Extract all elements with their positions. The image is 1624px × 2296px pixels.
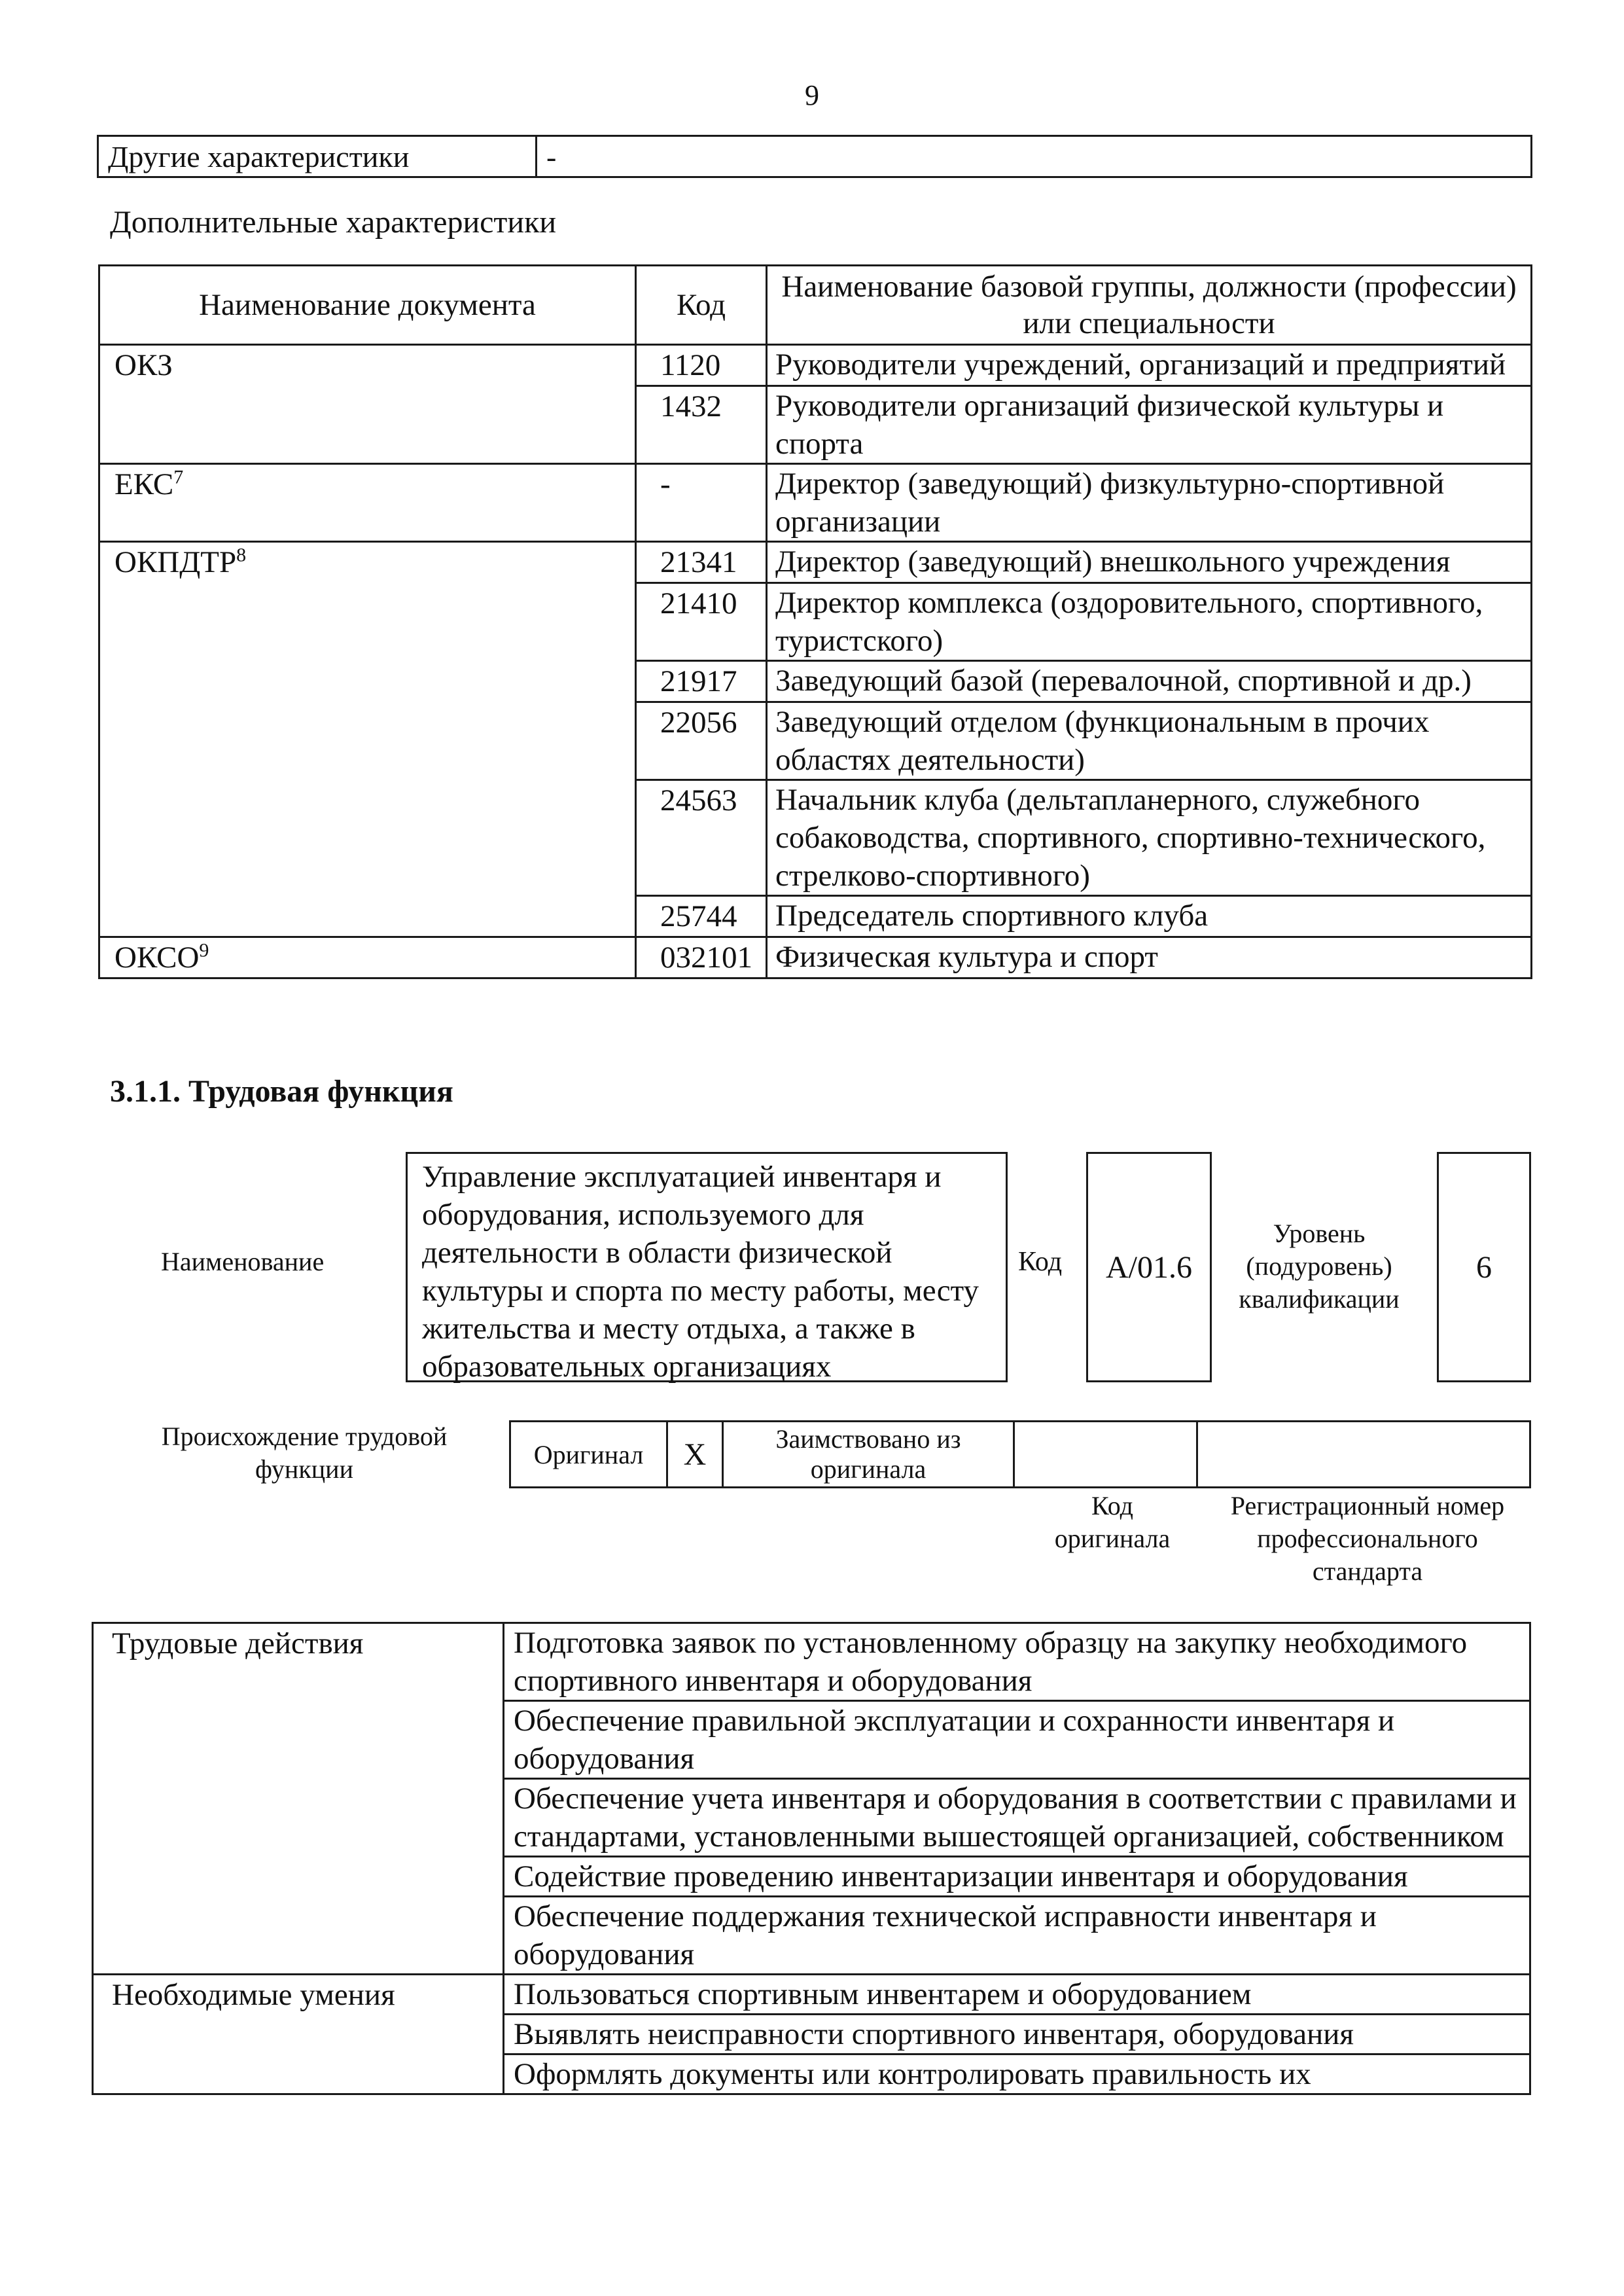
table-row <box>93 1623 1530 1701</box>
code-cell: 25744 <box>636 896 767 937</box>
original-mark: X <box>667 1422 723 1488</box>
borrowed-label: Заимствовано из оригинала <box>723 1422 1014 1488</box>
group-name-cell: Начальник клуба (дельтапланерного, служебного собаководства, спортивного, спортивно-технического, стрелково-спортивного) <box>767 780 1532 896</box>
function-name-label: Наименование <box>161 1247 325 1276</box>
labor-function-heading: 3.1.1. Трудовая функция <box>110 1074 453 1109</box>
additional-characteristics-heading: Дополнительные характеристики <box>110 205 557 240</box>
function-code-label: Код <box>1018 1247 1063 1277</box>
code-cell: 22056 <box>636 702 767 780</box>
action-item-cell: Содействие проведению инвентаризации инвентаря и оборудования <box>504 1857 1530 1897</box>
code-cell: 1120 <box>636 345 767 386</box>
table-row <box>99 937 1532 978</box>
code-cell: 21917 <box>636 661 767 702</box>
document-name-cell: ОКСО$^9$ <box>99 937 636 978</box>
additional-characteristics-table <box>98 264 1532 979</box>
registration-number-caption: Регистрационный номер профессионального стандарта <box>1230 1491 1505 1586</box>
action-item-cell: Обеспечение правильной эксплуатации и сохранности инвентаря и оборудования <box>504 1701 1530 1779</box>
table-row <box>99 464 1532 542</box>
group-name-cell: Директор комплекса (оздоровительного, спортивного, туристского) <box>767 583 1532 661</box>
function-code-box: А/01.6 <box>1086 1152 1212 1382</box>
original-label: Оригинал <box>510 1422 667 1488</box>
section-label-cell: Необходимые умения <box>93 1975 504 2094</box>
code-cell: 032101 <box>636 937 767 978</box>
footnote-marker: 8 <box>236 544 247 566</box>
function-name-box: Управление эксплуатацией инвентаря и оборудования, используемого для деятельности в области физической культуры и спорта по месту работы, месту жительства и месту отдыха, а также в образовательных организациях <box>406 1152 1008 1382</box>
code-cell: 21410 <box>636 583 767 661</box>
section-label-cell: Трудовые действия <box>93 1623 504 1975</box>
document-name-cell: ОКЗ <box>99 345 636 464</box>
other-characteristics-value: - <box>537 136 1532 177</box>
header-document: Наименование документа <box>99 266 636 345</box>
action-item-cell: Пользоваться спортивным инвентарем и оборудованием <box>504 1975 1530 2015</box>
page-number: 9 <box>805 79 819 111</box>
qualification-level-box: 6 <box>1437 1152 1531 1382</box>
footnote-marker: 9 <box>199 939 209 961</box>
qualification-level-label: Уровень (подуровень) квалификации <box>1239 1219 1400 1314</box>
group-name-cell: Председатель спортивного клуба <box>767 896 1532 937</box>
action-item-cell: Оформлять документы или контролировать правильность их <box>504 2054 1530 2094</box>
table-row <box>99 345 1532 386</box>
code-cell: - <box>636 464 767 542</box>
group-name-cell: Директор (заведующий) физкультурно-спортивной организации <box>767 464 1532 542</box>
group-name-cell: Руководители организаций физической культуры и спорта <box>767 386 1532 464</box>
group-name-cell: Руководители учреждений, организаций и предприятий <box>767 345 1532 386</box>
group-name-cell: Заведующий базой (перевалочной, спортивной и др.) <box>767 661 1532 702</box>
footnote-marker: 7 <box>173 466 184 488</box>
header-group-name: Наименование базовой группы, должности (профессии) или специальности <box>767 266 1532 345</box>
function-origin-label: Происхождение трудовой функции <box>161 1422 448 1484</box>
registration-number-cell <box>1197 1422 1530 1488</box>
original-code-cell <box>1014 1422 1197 1488</box>
group-name-cell: Заведующий отделом (функциональным в прочих областях деятельности) <box>767 702 1532 780</box>
group-name-cell: Физическая культура и спорт <box>767 937 1532 978</box>
original-code-caption: Код оригинала <box>1054 1491 1171 1553</box>
code-cell: 21341 <box>636 542 767 583</box>
document-name-cell: ЕКС$^7$ <box>99 464 636 542</box>
action-item-cell: Выявлять неисправности спортивного инвентаря, оборудования <box>504 2015 1530 2054</box>
table-row <box>99 542 1532 583</box>
action-item-cell: Обеспечение поддержания технической исправности инвентаря и оборудования <box>504 1897 1530 1975</box>
function-origin-table <box>509 1420 1531 1488</box>
header-code: Код <box>636 266 767 345</box>
action-item-cell: Обеспечение учета инвентаря и оборудования в соответствии с правилами и стандартами, установленными вышестоящей организацией, собственником <box>504 1779 1530 1857</box>
labor-actions-body <box>93 1623 1530 2094</box>
code-cell: 1432 <box>636 386 767 464</box>
additional-characteristics-body <box>99 345 1532 978</box>
action-item-cell: Подготовка заявок по установленному образцу на закупку необходимого спортивного инвентаря и оборудования <box>504 1623 1530 1701</box>
other-characteristics-label: Другие характеристики <box>98 136 537 177</box>
labor-actions-table <box>92 1622 1531 2095</box>
table-row <box>93 1975 1530 2015</box>
group-name-cell: Директор (заведующий) внешкольного учреждения <box>767 542 1532 583</box>
document-name-cell: ОКПДТР$^8$ <box>99 542 636 937</box>
code-cell: 24563 <box>636 780 767 896</box>
other-characteristics-table <box>97 135 1532 178</box>
